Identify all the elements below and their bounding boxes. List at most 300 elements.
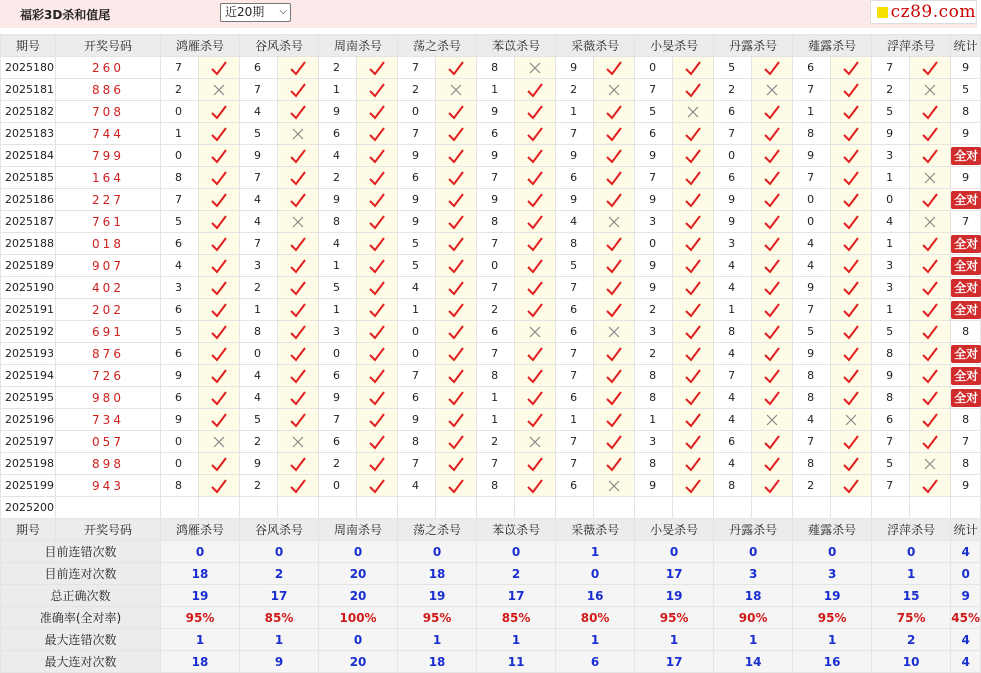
kill-number-cell: 4: [319, 233, 357, 255]
table-row: [1, 145, 981, 167]
kill-number-cell: 5: [398, 233, 436, 255]
check-icon: [842, 192, 860, 208]
check-icon: [842, 126, 860, 142]
check-icon: [921, 236, 939, 252]
result-mark-cell: [357, 101, 398, 123]
stat-row: [1, 607, 981, 629]
kill-number-cell: 8: [793, 123, 831, 145]
result-mark-cell: [278, 211, 319, 233]
stat-value: 16: [793, 651, 872, 673]
check-icon: [684, 434, 702, 450]
kill-number-cell: 8: [793, 365, 831, 387]
result-mark-cell: [831, 123, 872, 145]
col-header-expert[interactable]: 丹露杀号: [714, 519, 793, 541]
check-icon: [763, 390, 781, 406]
check-icon: [210, 192, 228, 208]
kill-number-cell: 4: [714, 277, 752, 299]
result-mark-cell: [673, 101, 714, 123]
result-mark-cell: [673, 167, 714, 189]
result-mark-cell: [673, 211, 714, 233]
current-kill-number: 9: [161, 497, 199, 519]
cross-icon: [289, 214, 307, 230]
check-icon: [210, 148, 228, 164]
result-mark-cell: [515, 101, 556, 123]
kill-number-cell: 7: [872, 475, 910, 497]
kill-number-cell: 8: [240, 321, 278, 343]
result-mark-cell: [357, 255, 398, 277]
kill-number-cell: 2: [714, 79, 752, 101]
stat-value: 6: [556, 651, 635, 673]
kill-number-cell: 2: [477, 299, 515, 321]
col-header-expert[interactable]: 薤露杀号: [793, 35, 872, 57]
result-mark-cell: [515, 123, 556, 145]
kill-number-cell: 9: [556, 145, 594, 167]
kill-number-cell: 6: [240, 57, 278, 79]
stat-value: 95%: [635, 607, 714, 629]
check-icon: [447, 478, 465, 494]
result-mark-cell: [831, 453, 872, 475]
check-icon: [763, 324, 781, 340]
result-mark-cell: [910, 409, 951, 431]
stat-value: 1: [872, 563, 951, 585]
kill-number-cell: 4: [398, 277, 436, 299]
period-select-value: 近20期: [225, 5, 265, 19]
result-mark-cell: [752, 211, 793, 233]
result-mark-cell: [673, 431, 714, 453]
kill-number-cell: 6: [161, 387, 199, 409]
result-mark-cell: [278, 453, 319, 475]
kill-number-cell: 7: [872, 57, 910, 79]
cross-icon: [763, 412, 781, 428]
kill-number-cell: 4: [714, 255, 752, 277]
check-icon: [684, 324, 702, 340]
table-row: [1, 431, 981, 453]
stat-value: 0: [635, 541, 714, 563]
stat-cell: [951, 79, 981, 101]
table-row: [1, 101, 981, 123]
result-mark-cell: [278, 299, 319, 321]
col-header-expert[interactable]: 周南杀号: [319, 519, 398, 541]
all-correct-badge: 全对: [951, 235, 981, 253]
check-icon: [210, 302, 228, 318]
check-icon: [289, 368, 307, 384]
result-mark-cell: [357, 321, 398, 343]
kill-number-cell: 9: [398, 211, 436, 233]
check-icon: [447, 170, 465, 186]
current-empty-cell: [594, 497, 635, 519]
result-mark-cell: [910, 299, 951, 321]
result-mark-cell: [278, 321, 319, 343]
page-title: 福彩3D杀和值尾: [20, 8, 111, 22]
stat-value: 85%: [477, 607, 556, 629]
check-icon: [763, 346, 781, 362]
draw-number-cell: 402: [56, 277, 161, 299]
stat-value: 7: [962, 215, 970, 228]
kill-number-cell: 2: [556, 79, 594, 101]
kill-number-cell: 9: [398, 145, 436, 167]
kill-number-cell: 6: [319, 431, 357, 453]
result-mark-cell: [199, 321, 240, 343]
issue-cell: 2025199: [1, 475, 56, 497]
kill-number-cell: 0: [240, 343, 278, 365]
kill-number-cell: 5: [319, 277, 357, 299]
check-icon: [684, 478, 702, 494]
result-mark-cell: [594, 255, 635, 277]
check-icon: [842, 478, 860, 494]
check-icon: [447, 104, 465, 120]
kill-number-cell: 0: [398, 343, 436, 365]
table-row: [1, 343, 981, 365]
kill-number-cell: 7: [556, 453, 594, 475]
check-icon: [684, 126, 702, 142]
result-mark-cell: [594, 475, 635, 497]
result-mark-cell: [199, 365, 240, 387]
result-mark-cell: [752, 123, 793, 145]
stat-value: 1: [477, 629, 556, 651]
kill-number-cell: 9: [161, 409, 199, 431]
kill-number-cell: 1: [240, 299, 278, 321]
check-icon: [210, 324, 228, 340]
issue-cell: 2025194: [1, 365, 56, 387]
stat-value: 0: [240, 541, 319, 563]
result-mark-cell: [515, 189, 556, 211]
kill-number-cell: 1: [556, 409, 594, 431]
col-header-expert[interactable]: 薤露杀号: [793, 519, 872, 541]
check-icon: [526, 456, 544, 472]
result-mark-cell: [752, 343, 793, 365]
result-mark-cell: [910, 277, 951, 299]
table-row: [1, 79, 981, 101]
issue-cell: 2025198: [1, 453, 56, 475]
table-row: [1, 211, 981, 233]
check-icon: [921, 126, 939, 142]
check-icon: [763, 60, 781, 76]
col-header-expert[interactable]: 浮萍杀号: [872, 35, 951, 57]
check-icon: [763, 214, 781, 230]
check-icon: [763, 434, 781, 450]
check-icon: [289, 324, 307, 340]
kill-number-cell: 3: [714, 233, 752, 255]
result-mark-cell: [357, 387, 398, 409]
col-header-expert[interactable]: 采薇杀号: [556, 35, 635, 57]
check-icon: [447, 258, 465, 274]
result-mark-cell: [831, 167, 872, 189]
check-icon: [842, 214, 860, 230]
result-mark-cell: [515, 255, 556, 277]
check-icon: [684, 368, 702, 384]
table-row: [1, 387, 981, 409]
kill-number-cell: 3: [635, 211, 673, 233]
result-mark-cell: [752, 299, 793, 321]
kill-number-cell: 8: [793, 387, 831, 409]
result-mark-cell: [752, 409, 793, 431]
stat-value: 0: [398, 541, 477, 563]
current-empty-cell: [199, 497, 240, 519]
check-icon: [684, 346, 702, 362]
kill-number-cell: 4: [714, 409, 752, 431]
kill-number-cell: 3: [872, 277, 910, 299]
col-header-expert[interactable]: 周南杀号: [319, 35, 398, 57]
result-mark-cell: [357, 123, 398, 145]
draw-number-cell: 886: [56, 79, 161, 101]
result-mark-cell: [199, 79, 240, 101]
check-icon: [842, 258, 860, 274]
stat-cell: [951, 321, 981, 343]
check-icon: [921, 324, 939, 340]
check-icon: [368, 434, 386, 450]
table-row: [1, 321, 981, 343]
draw-number-cell: 744: [56, 123, 161, 145]
stat-value: 9: [240, 651, 319, 673]
check-icon: [763, 302, 781, 318]
kill-number-cell: 6: [161, 233, 199, 255]
kill-number-cell: 4: [319, 145, 357, 167]
result-mark-cell: [752, 453, 793, 475]
kill-number-cell: 9: [872, 123, 910, 145]
stat-value: 19: [635, 585, 714, 607]
result-mark-cell: [831, 321, 872, 343]
stat-value: 18: [161, 563, 240, 585]
stat-cell: [951, 299, 981, 321]
result-mark-cell: [673, 299, 714, 321]
result-mark-cell: [594, 277, 635, 299]
result-mark-cell: [752, 387, 793, 409]
kill-number-cell: 4: [714, 453, 752, 475]
result-mark-cell: [910, 365, 951, 387]
kill-number-cell: 4: [793, 409, 831, 431]
check-icon: [368, 148, 386, 164]
result-mark-cell: [752, 475, 793, 497]
col-header-expert[interactable]: 小旻杀号: [635, 519, 714, 541]
kill-number-cell: 7: [793, 431, 831, 453]
col-header-expert[interactable]: 丹露杀号: [714, 35, 793, 57]
result-mark-cell: [910, 211, 951, 233]
kill-number-cell: 1: [319, 255, 357, 277]
check-icon: [605, 60, 623, 76]
result-mark-cell: [831, 211, 872, 233]
kill-number-cell: 3: [872, 145, 910, 167]
result-mark-cell: [594, 233, 635, 255]
kill-number-cell: 9: [477, 189, 515, 211]
kill-number-cell: 9: [872, 365, 910, 387]
result-mark-cell: [594, 387, 635, 409]
check-icon: [921, 104, 939, 120]
stat-cell: [951, 387, 981, 409]
col-header-expert[interactable]: 鸿雁杀号: [161, 519, 240, 541]
kill-number-cell: 7: [556, 431, 594, 453]
period-select[interactable]: [220, 3, 291, 22]
result-mark-cell: [910, 79, 951, 101]
result-mark-cell: [910, 255, 951, 277]
check-icon: [763, 126, 781, 142]
stat-value: 14: [714, 651, 793, 673]
result-mark-cell: [199, 475, 240, 497]
kill-number-cell: 5: [556, 255, 594, 277]
table-row: [1, 167, 981, 189]
kill-number-cell: 0: [161, 453, 199, 475]
check-icon: [289, 82, 307, 98]
stat-row: [1, 651, 981, 673]
kill-number-cell: 0: [793, 211, 831, 233]
kill-number-cell: 8: [635, 365, 673, 387]
draw-number-cell: 980: [56, 387, 161, 409]
result-mark-cell: [278, 233, 319, 255]
result-mark-cell: [515, 343, 556, 365]
issue-cell: 2025187: [1, 211, 56, 233]
stat-value: 18: [161, 651, 240, 673]
check-icon: [842, 346, 860, 362]
kill-number-cell: 8: [398, 431, 436, 453]
result-mark-cell: [436, 101, 477, 123]
stat-value: 95%: [398, 607, 477, 629]
cross-icon: [526, 60, 544, 76]
cross-icon: [763, 82, 781, 98]
current-kill-number: 3: [872, 497, 910, 519]
kill-number-cell: 1: [477, 387, 515, 409]
check-icon: [447, 214, 465, 230]
result-mark-cell: [278, 101, 319, 123]
kill-number-cell: 6: [793, 57, 831, 79]
kill-number-cell: 0: [161, 431, 199, 453]
current-kill-number: 8: [635, 497, 673, 519]
kill-number-cell: 6: [556, 167, 594, 189]
result-mark-cell: [436, 211, 477, 233]
kill-number-cell: 6: [714, 431, 752, 453]
draw-number-cell: 708: [56, 101, 161, 123]
kill-number-cell: 9: [793, 343, 831, 365]
draw-number-cell: 227: [56, 189, 161, 211]
result-mark-cell: [752, 365, 793, 387]
table-row: [1, 409, 981, 431]
stat-value: 0: [477, 541, 556, 563]
result-mark-cell: [278, 387, 319, 409]
all-correct-badge: 全对: [951, 345, 981, 363]
cross-icon: [210, 434, 228, 450]
result-mark-cell: [831, 387, 872, 409]
kill-number-cell: 1: [714, 299, 752, 321]
result-mark-cell: [673, 123, 714, 145]
kill-number-cell: 0: [714, 145, 752, 167]
stat-value: 3: [793, 563, 872, 585]
result-mark-cell: [436, 365, 477, 387]
check-icon: [526, 148, 544, 164]
result-mark-cell: [594, 101, 635, 123]
kill-number-cell: 7: [714, 123, 752, 145]
logo-square-icon: [877, 7, 888, 18]
check-icon: [368, 456, 386, 472]
col-header-stat: 统计: [951, 519, 981, 541]
check-icon: [210, 478, 228, 494]
result-mark-cell: [357, 299, 398, 321]
check-icon: [526, 302, 544, 318]
kill-number-cell: 7: [556, 123, 594, 145]
result-mark-cell: [278, 475, 319, 497]
stat-total: 4: [951, 629, 981, 651]
result-mark-cell: [752, 233, 793, 255]
stat-value: 95%: [161, 607, 240, 629]
result-mark-cell: [436, 57, 477, 79]
check-icon: [605, 280, 623, 296]
check-icon: [684, 214, 702, 230]
check-icon: [684, 456, 702, 472]
site-logo[interactable]: [870, 0, 977, 24]
stat-value: 18: [398, 563, 477, 585]
stat-label: 目前连错次数: [1, 541, 161, 563]
kill-number-cell: 7: [319, 409, 357, 431]
check-icon: [210, 346, 228, 362]
kill-number-cell: 4: [240, 211, 278, 233]
kill-number-cell: 5: [161, 321, 199, 343]
stat-value: 15: [872, 585, 951, 607]
result-mark-cell: [673, 233, 714, 255]
col-header-expert[interactable]: 采薇杀号: [556, 519, 635, 541]
check-icon: [210, 368, 228, 384]
col-header-expert[interactable]: 谷风杀号: [240, 519, 319, 541]
check-icon: [842, 368, 860, 384]
kill-number-cell: 7: [793, 79, 831, 101]
check-icon: [842, 434, 860, 450]
cross-icon: [447, 82, 465, 98]
issue-cell: 2025195: [1, 387, 56, 409]
col-header-expert[interactable]: 荡之杀号: [398, 519, 477, 541]
kill-number-cell: 6: [714, 101, 752, 123]
check-icon: [763, 192, 781, 208]
check-icon: [447, 148, 465, 164]
col-header-expert[interactable]: 鸿雁杀号: [161, 35, 240, 57]
kill-number-cell: 1: [477, 409, 515, 431]
col-header-expert[interactable]: 浮萍杀号: [872, 519, 951, 541]
result-mark-cell: [831, 475, 872, 497]
check-icon: [684, 302, 702, 318]
col-header-expert[interactable]: 苯苡杀号: [477, 519, 556, 541]
check-icon: [447, 434, 465, 450]
result-mark-cell: [436, 189, 477, 211]
all-correct-badge: 全对: [951, 191, 981, 209]
kill-number-cell: 2: [319, 57, 357, 79]
result-mark-cell: [752, 101, 793, 123]
draw-number-cell: 761: [56, 211, 161, 233]
kill-number-cell: 9: [556, 57, 594, 79]
kill-number-cell: 9: [714, 211, 752, 233]
col-header-expert[interactable]: 苯苡杀号: [477, 35, 556, 57]
issue-cell: 2025188: [1, 233, 56, 255]
stat-value: 18: [398, 651, 477, 673]
stat-total: 4: [951, 651, 981, 673]
col-header-expert[interactable]: 荡之杀号: [398, 35, 477, 57]
result-mark-cell: [515, 167, 556, 189]
result-mark-cell: [594, 189, 635, 211]
col-header-expert[interactable]: 小旻杀号: [635, 35, 714, 57]
kill-number-cell: 5: [635, 101, 673, 123]
stat-label: 最大连错次数: [1, 629, 161, 651]
result-mark-cell: [278, 167, 319, 189]
result-mark-cell: [199, 233, 240, 255]
col-header-issue: 期号: [1, 35, 56, 57]
kill-number-cell: 6: [161, 343, 199, 365]
stat-value: 0: [319, 541, 398, 563]
stat-label: 准确率(全对率): [1, 607, 161, 629]
check-icon: [763, 236, 781, 252]
cross-icon: [921, 170, 939, 186]
stat-cell: [951, 233, 981, 255]
kill-number-cell: 4: [240, 387, 278, 409]
stat-cell: [951, 365, 981, 387]
col-header-expert[interactable]: 谷风杀号: [240, 35, 319, 57]
result-mark-cell: [831, 57, 872, 79]
result-mark-cell: [594, 431, 635, 453]
cross-icon: [684, 104, 702, 120]
stat-label: 目前连对次数: [1, 563, 161, 585]
